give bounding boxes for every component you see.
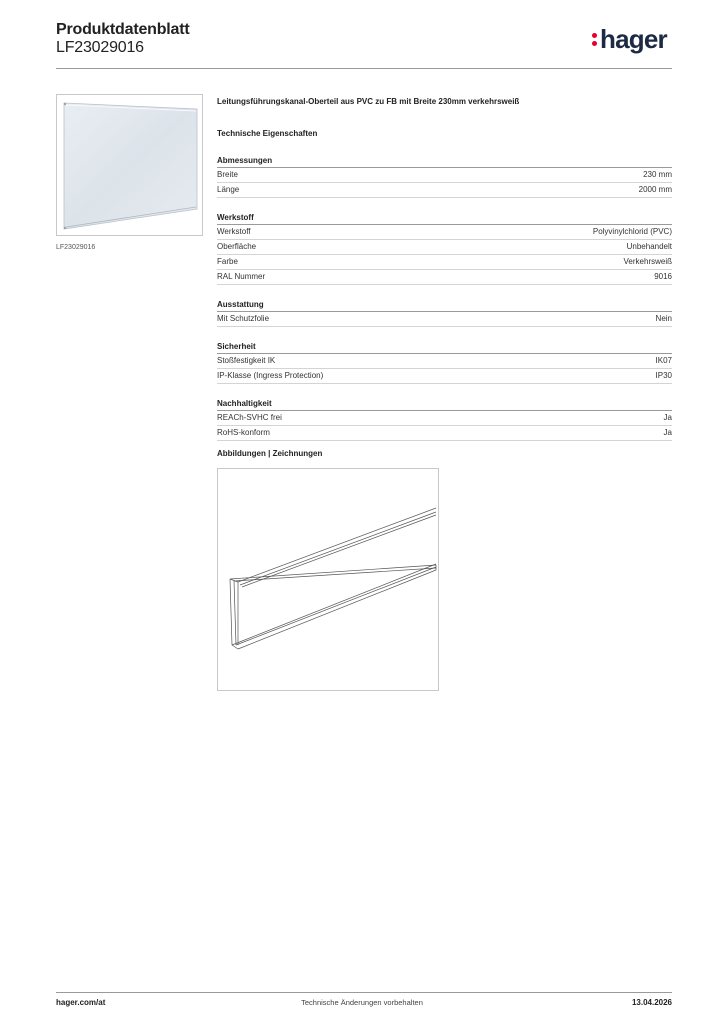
spec-value: 230 mm xyxy=(643,170,672,179)
header-divider xyxy=(56,68,672,69)
group-heading-safety: Sicherheit xyxy=(217,341,672,354)
group-heading-material: Werkstoff xyxy=(217,212,672,225)
spec-value: Ja xyxy=(663,428,672,437)
spec-value: Verkehrsweiß xyxy=(623,257,672,266)
thumbnail-caption: LF23029016 xyxy=(56,244,96,251)
spec-label: Farbe xyxy=(217,257,238,266)
product-title: Leitungsführungskanal-Oberteil aus PVC zu FB mit Breite 230mm verkehrsweiß xyxy=(217,97,520,106)
footer-notice: Technische Änderungen vorbehalten xyxy=(301,998,423,1007)
spec-row xyxy=(217,312,672,327)
spec-row xyxy=(217,255,672,270)
spec-value: Polyvinylchlorid (PVC) xyxy=(592,227,672,236)
article-number: LF23029016 xyxy=(56,39,144,56)
spec-value: Unbehandelt xyxy=(626,242,672,251)
spec-row xyxy=(217,411,672,426)
spec-value: IP30 xyxy=(655,371,672,380)
cover-profile-drawing-icon xyxy=(218,469,440,692)
spec-label: Breite xyxy=(217,170,238,179)
spec-section xyxy=(217,96,672,441)
footer-divider xyxy=(56,992,672,993)
hager-logo[interactable] xyxy=(592,26,667,52)
logo-dots-icon xyxy=(592,26,598,48)
spec-label: Länge xyxy=(217,185,240,194)
spec-value: IK07 xyxy=(655,356,672,365)
product-photo-icon xyxy=(57,95,204,237)
group-heading-equipment: Ausstattung xyxy=(217,299,672,312)
spec-label: REACh-SVHC frei xyxy=(217,413,282,422)
page-title: Produktdatenblatt xyxy=(56,21,190,38)
spec-value: 9016 xyxy=(654,272,672,281)
spec-label: IP-Klasse (Ingress Protection) xyxy=(217,371,324,380)
group-heading-sustainability: Nachhaltigkeit xyxy=(217,398,672,411)
spec-label: Werkstoff xyxy=(217,227,251,236)
spec-value: Ja xyxy=(663,413,672,422)
spec-row xyxy=(217,426,672,441)
spec-label: Oberfläche xyxy=(217,242,257,251)
spec-value: 2000 mm xyxy=(638,185,672,194)
spec-row xyxy=(217,225,672,240)
product-thumbnail xyxy=(56,94,203,236)
footer-date: 13.04.2026 xyxy=(631,998,672,1007)
spec-row xyxy=(217,270,672,285)
spec-value: Nein xyxy=(655,314,672,323)
spec-row xyxy=(217,369,672,384)
footer-website-link[interactable]: hager.com/at xyxy=(56,998,106,1007)
spec-label: RoHS-konform xyxy=(217,428,270,437)
spec-row xyxy=(217,168,672,183)
spec-row xyxy=(217,354,672,369)
spec-row xyxy=(217,183,672,198)
logo-text: hager xyxy=(600,24,667,54)
spec-label: Mit Schutzfolie xyxy=(217,314,270,323)
tech-properties-heading: Technische Eigenschaften xyxy=(217,129,318,138)
spec-row xyxy=(217,240,672,255)
technical-drawing xyxy=(217,468,439,691)
spec-label: RAL Nummer xyxy=(217,272,266,281)
spec-label: Stoßfestigkeit IK xyxy=(217,356,276,365)
group-heading-dimensions: Abmessungen xyxy=(217,155,672,168)
figures-heading: Abbildungen | Zeichnungen xyxy=(217,449,323,458)
